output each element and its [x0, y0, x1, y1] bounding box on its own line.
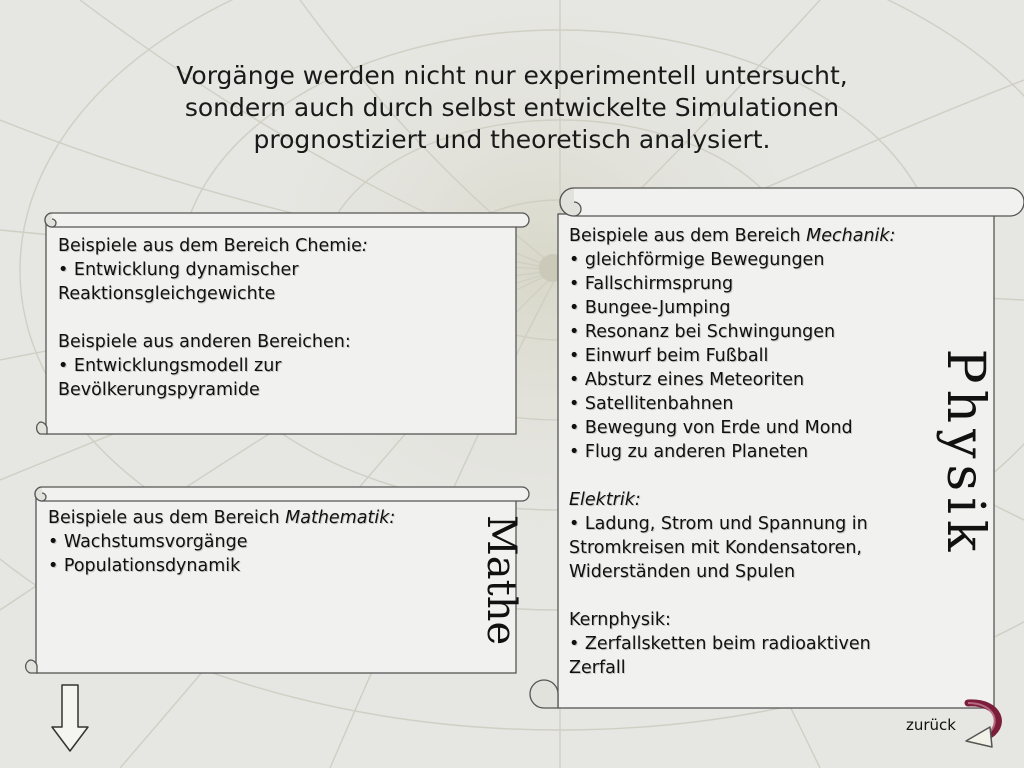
- title-line-1: Vorgänge werden nicht nur experimentell untersucht,: [176, 61, 848, 90]
- mechanik-item: • gleichförmige Bewegungen: [569, 250, 825, 270]
- back-link[interactable]: zurück: [906, 716, 956, 734]
- elektrik-line: • Ladung, Strom und Spannung in: [569, 514, 868, 534]
- mechanik-item: • Absturz eines Meteoriten: [569, 370, 805, 390]
- physik-side-label: Physik: [935, 348, 995, 558]
- mechanik-heading: Beispiele aus dem Bereich Mechanik:: [569, 226, 896, 246]
- mechanik-item: • Einwurf beim Fußball: [569, 346, 769, 366]
- mathe-side-label: Mathe: [478, 514, 524, 646]
- down-arrow-icon[interactable]: [50, 683, 90, 753]
- title-line-3: prognostiziert und theoretisch analysiert.: [253, 125, 771, 154]
- chemie-panel: [58, 234, 368, 402]
- title-line-2: sondern auch durch selbst entwickelte Simulationen: [184, 93, 840, 122]
- mechanik-item: • Flug zu anderen Planeten: [569, 442, 809, 462]
- mechanik-item: • Bungee-Jumping: [569, 298, 731, 318]
- chemie-other-heading: Beispiele aus anderen Bereichen:: [58, 332, 351, 352]
- kernphysik-line: • Zerfallsketten beim radioaktiven: [569, 634, 871, 654]
- elektrik-heading: Elektrik:: [569, 490, 641, 510]
- mechanik-item: • Satellitenbahnen: [569, 394, 734, 414]
- mechanik-item: • Resonanz bei Schwingungen: [569, 322, 836, 342]
- chemie-bullet-1-line-2: Reaktionsgleichgewichte: [58, 284, 276, 304]
- kernphysik-line: Zerfall: [569, 658, 626, 678]
- chemie-bullet-1-line-1: • Entwicklung dynamischer: [58, 260, 299, 280]
- mechanik-item: • Bewegung von Erde und Mond: [569, 418, 853, 438]
- mechanik-item: • Fallschirmsprung: [569, 274, 734, 294]
- chemie-heading: Beispiele aus dem Bereich Chemie:: [58, 236, 368, 256]
- chemie-bullet-2-line-1: • Entwicklungsmodell zur: [58, 356, 282, 376]
- mathe-item-1: • Wachstumsvorgänge: [48, 532, 248, 552]
- chemie-bullet-2-line-2: Bevölkerungspyramide: [58, 380, 260, 400]
- physik-panel: [569, 224, 895, 680]
- mathe-item-2: • Populationsdynamik: [48, 556, 241, 576]
- mathe-heading: Beispiele aus dem Bereich Mathematik:: [48, 508, 396, 528]
- elektrik-line: Stromkreisen mit Kondensatoren,: [569, 538, 862, 558]
- elektrik-line: Widerständen und Spulen: [569, 562, 796, 582]
- mathe-panel: [48, 506, 395, 578]
- kernphysik-heading: Kernphysik:: [569, 610, 671, 630]
- curved-return-arrow-icon[interactable]: [962, 697, 1008, 749]
